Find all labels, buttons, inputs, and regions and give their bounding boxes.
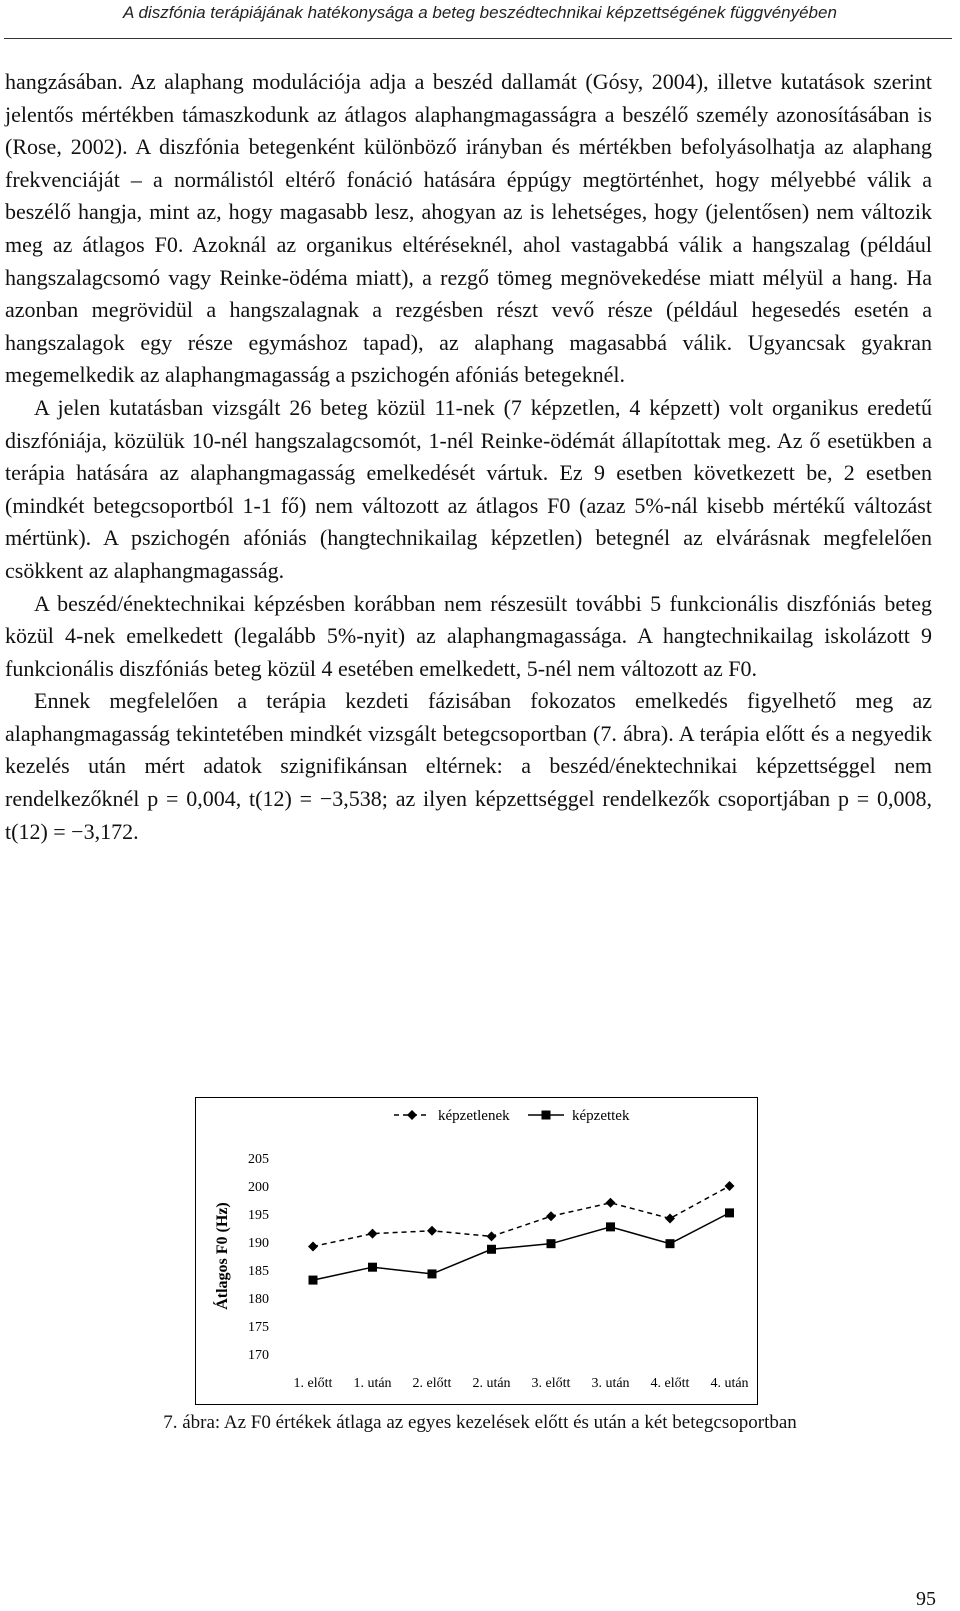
y-tick-label: 190 <box>248 1236 269 1251</box>
data-point-diamond <box>427 1226 437 1236</box>
y-tick-label: 200 <box>248 1180 269 1195</box>
x-tick-label: 3. előtt <box>531 1376 571 1391</box>
y-tick-label: 195 <box>248 1208 269 1223</box>
data-point-square <box>606 1222 615 1231</box>
series-line-1 <box>313 1186 730 1246</box>
y-tick-label: 180 <box>248 1292 269 1307</box>
y-tick-label: 170 <box>248 1348 269 1363</box>
y-tick-label: 175 <box>248 1320 269 1335</box>
data-point-diamond <box>725 1181 735 1191</box>
data-point-diamond <box>487 1231 497 1241</box>
paragraph-4: Ennek megfelelően a terápia kezdeti fázisában fokozatos emelkedés figyelhető meg az alaphangmagasság tekintetében mindkét vizsgált betegcsoportban (7. ábra). A terápia előtt és a negyedik kezelés után mért adatok szignifikánsan eltérnek: a beszéd/énektechnikai képzettséggel nem rendelkezőknél p = 0,004, t(12) = −3,538; az ilyen képzettséggel rendelkezők csoportjában p = 0,008, t(12) = −3,172. <box>5 688 932 844</box>
data-point-diamond <box>546 1211 556 1221</box>
data-point-square <box>666 1239 675 1248</box>
body-text <box>5 66 932 848</box>
x-tick-label: 1. előtt <box>293 1376 333 1391</box>
paragraph-2: A jelen kutatásban vizsgált 26 beteg közül 11-nek (7 képzetlen, 4 képzett) volt organikus eredetű diszfóniája, közülük 10-nél hangszalagcsomót, 1-nél Reinke-ödémát állapítottak meg. Az ő esetükben a terápia hatására az alaphangmagasság emelkedését vártuk. Ez 9 esetben következett be, 2 esetben (mindkét betegcsoportból 1-1 fő) nem változott az átlagos F0 (azaz 5%-nál kisebb mértékű változást mértünk). A pszichogén afóniás (hangtechnikailag képzetlen) betegnél az elvárásnak megfelelően csökkent az alaphangmagasság. <box>5 394 932 583</box>
data-point-square <box>487 1245 496 1254</box>
y-tick-label: 205 <box>248 1152 269 1167</box>
data-point-square <box>725 1208 734 1217</box>
data-point-diamond <box>665 1213 675 1223</box>
data-point-square <box>428 1269 437 1278</box>
data-point-square <box>542 1111 551 1120</box>
x-tick-label: 1. után <box>353 1376 392 1391</box>
y-tick-label: 185 <box>248 1264 269 1279</box>
x-tick-label: 2. után <box>472 1376 511 1391</box>
legend-label: képzettek <box>572 1108 630 1124</box>
page-number: 95 <box>916 1588 936 1610</box>
x-tick-label: 3. után <box>591 1376 630 1391</box>
data-point-square <box>547 1239 556 1248</box>
running-head: A diszfónia terápiájának hatékonysága a beteg beszédtechnikai képzettségének függvényében <box>123 3 837 22</box>
x-tick-label: 2. előtt <box>412 1376 452 1391</box>
data-point-diamond <box>407 1110 417 1120</box>
x-tick-label: 4. után <box>710 1376 749 1391</box>
data-point-diamond <box>606 1198 616 1208</box>
data-point-diamond <box>308 1241 318 1251</box>
data-point-square <box>309 1276 318 1285</box>
data-point-square <box>368 1263 377 1272</box>
data-point-diamond <box>368 1229 378 1239</box>
y-axis-label: Átlagos F0 (Hz) <box>214 1202 231 1310</box>
x-tick-label: 4. előtt <box>650 1376 690 1391</box>
figure-7 <box>195 1097 758 1405</box>
header-rule <box>4 38 952 39</box>
figure-caption: 7. ábra: Az F0 értékek átlaga az egyes kezelések előtt és után a két betegcsoportban <box>163 1412 797 1433</box>
line-chart <box>196 1098 757 1404</box>
paragraph-1: hangzásában. Az alaphang modulációja adja a beszéd dallamát (Gósy, 2004), illetve kutatások szerint jelentős mértékben támaszkodunk az átlagos alaphangmagasságra a beszélő személy azonosításában is (Rose, 2002). A diszfónia betegenként különböző irányban és mértékben befolyásolhatja az alaphang frekvenciáját – a normálistól eltérő fonáció hatására éppúgy megtörténhet, hogy mélyebbé válik a beszélő hangja, mint az, hogy magasabb lesz, ahogyan az is lehetséges, hogy (jelentősen) nem változik meg az átlagos F0. Azoknál az organikus eltéréseknél, ahol vastagabbá válik a hangszalag (például hangszalagcsomó vagy Reinke-ödéma miatt), a rezgő tömeg megnövekedése miatt mélyül a hang. Ha azonban megrövidül a hangszalagnak a rezgésben részt vevő része (például hegesedés esetén a hangszalagok egy része egymáshoz tapad), az alaphang magasabbá válik. Ugyancsak gyakran megemelkedik az alaphangmagasság a pszichogén afóniás betegeknél. <box>5 69 932 388</box>
paragraph-3: A beszéd/énektechnikai képzésben korábban nem részesült további 5 funkcionális diszfóniás beteg közül 4-nek emelkedett (legalább 5%-nyit) az alaphangmagassága. A hangtechnikailag iskolázott 9 funkcionális diszfóniás beteg közül 4 esetében emelkedett, 5-nél nem változott az F0. <box>5 590 932 681</box>
legend-label: képzetlenek <box>438 1108 510 1124</box>
